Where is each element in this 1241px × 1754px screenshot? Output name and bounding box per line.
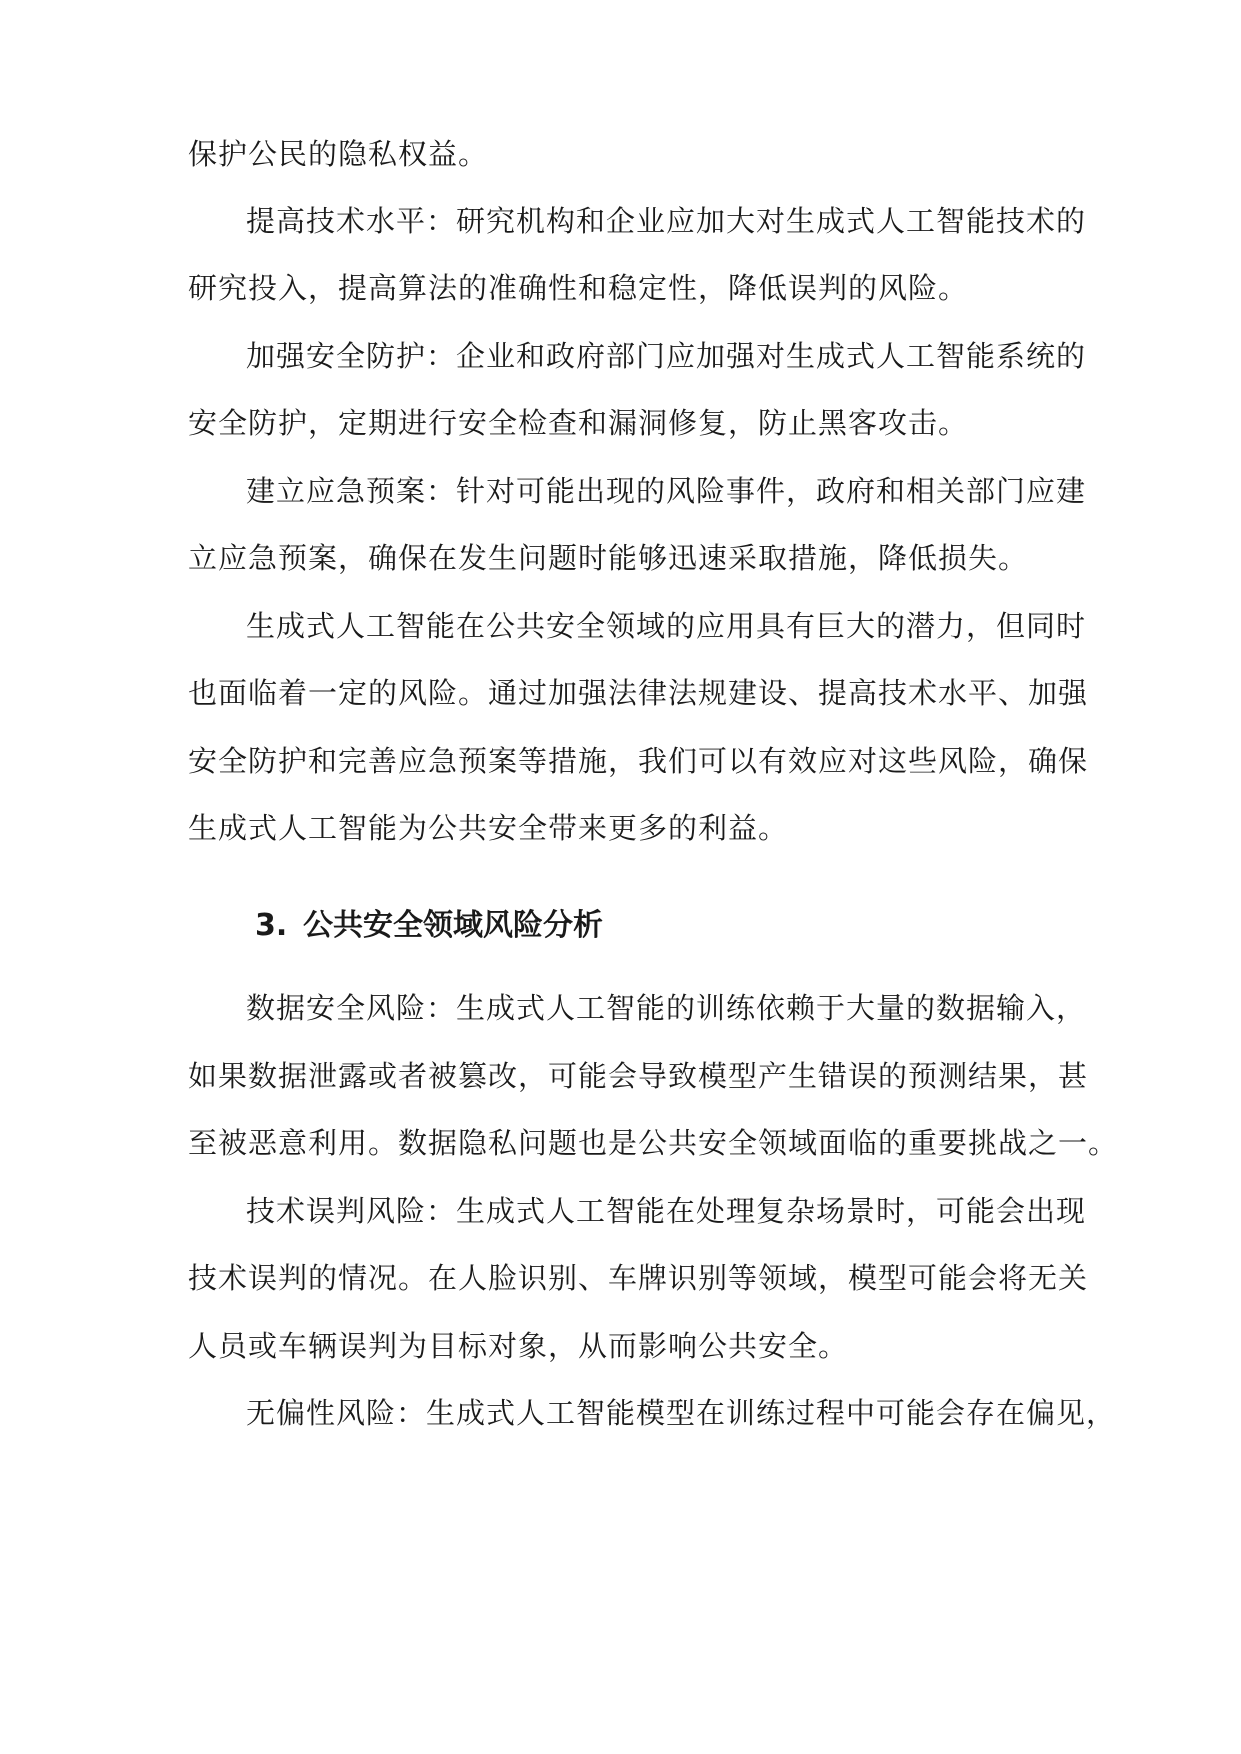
paragraph-line: 数据安全风险：生成式人工智能的训练依赖于大量的数据输入， bbox=[246, 991, 1087, 1025]
paragraph-line: 建立应急预案：针对可能出现的风险事件，政府和相关部门应建 bbox=[246, 474, 1087, 508]
section-number: 3. bbox=[255, 908, 288, 943]
paragraph-line: 技术误判风险：生成式人工智能在处理复杂场景时，可能会出现 bbox=[246, 1194, 1087, 1228]
section-heading bbox=[255, 906, 955, 946]
paragraph-line: 至被恶意利用。数据隐私问题也是公共安全领域面临的重要挑战之一。 bbox=[188, 1126, 1119, 1160]
paragraph-line: 技术误判的情况。在人脸识别、车牌识别等领域，模型可能会将无关 bbox=[188, 1261, 1089, 1295]
paragraph-line: 加强安全防护：企业和政府部门应加强对生成式人工智能系统的 bbox=[246, 339, 1087, 373]
paragraph-line: 如果数据泄露或者被篡改，可能会导致模型产生错误的预测结果，甚 bbox=[188, 1059, 1089, 1093]
section-title: 公共安全领域风险分析 bbox=[303, 908, 603, 943]
paragraph-line: 生成式人工智能为公共安全带来更多的利益。 bbox=[188, 811, 789, 845]
paragraph-line: 研究投入，提高算法的准确性和稳定性，降低误判的风险。 bbox=[188, 271, 969, 305]
paragraph-line: 也面临着一定的风险。通过加强法律法规建设、提高技术水平、加强 bbox=[188, 676, 1089, 710]
paragraph-line: 人员或车辆误判为目标对象，从而影响公共安全。 bbox=[188, 1329, 849, 1363]
paragraph-line: 生成式人工智能在公共安全领域的应用具有巨大的潜力，但同时 bbox=[246, 609, 1087, 643]
paragraph-line: 安全防护和完善应急预案等措施，我们可以有效应对这些风险，确保 bbox=[188, 744, 1089, 778]
paragraph-line: 保护公民的隐私权益。 bbox=[188, 137, 489, 171]
paragraph-line: 立应急预案，确保在发生问题时能够迅速采取措施，降低损失。 bbox=[188, 541, 1029, 575]
paragraph-line: 无偏性风险：生成式人工智能模型在训练过程中可能会存在偏见， bbox=[246, 1396, 1117, 1430]
paragraph-line: 提高技术水平：研究机构和企业应加大对生成式人工智能技术的 bbox=[246, 204, 1087, 238]
paragraph-line: 安全防护，定期进行安全检查和漏洞修复，防止黑客攻击。 bbox=[188, 406, 969, 440]
